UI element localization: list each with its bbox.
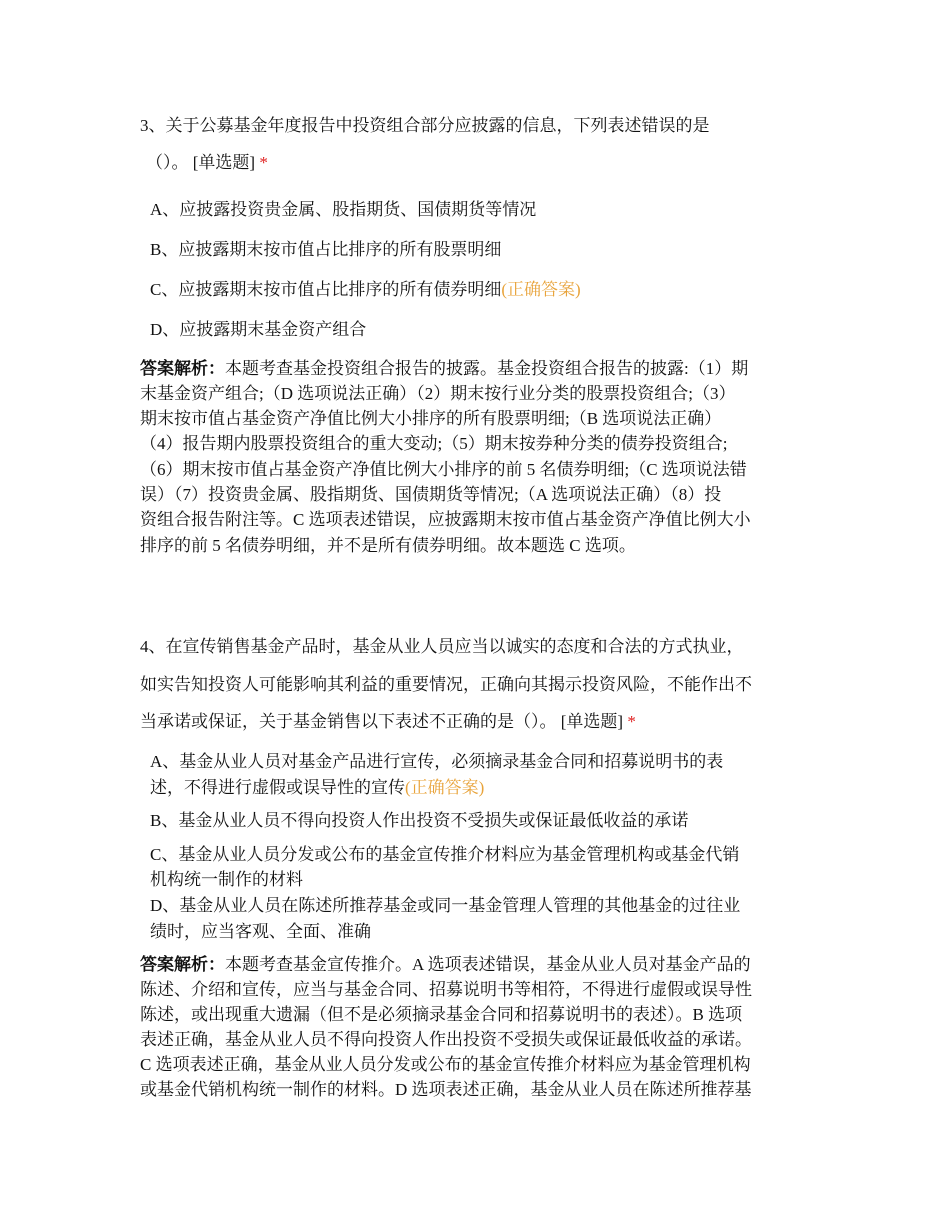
q4-option-a-line — [150, 777, 484, 799]
q4-option-d-line: 绩时，应当客观、全面、准确 — [150, 922, 371, 941]
q4-explanation-line: 陈述、介绍和宣传，应当与基金合同、招募说明书等相符，不得进行虚假或误导性 — [140, 980, 752, 999]
explanation-label: 答案解析： — [140, 359, 225, 378]
q4-title-line-3 — [140, 711, 636, 733]
q4-explanation-line: 表述正确，基金从业人员不得向投资人作出投资不受损失或保证最低收益的承诺。 — [140, 1030, 752, 1049]
q4-option-a-line: A、基金从业人员对基金产品进行宣传，必须摘录基金合同和招募说明书的表 — [150, 752, 724, 771]
q3-option-c[interactable] — [150, 279, 581, 301]
q4-title-text: 当承诺或保证，关于基金销售以下表述不正确的是（）。 [单选题] — [140, 712, 624, 731]
q3-explanation-line: 排序的前 5 名债券明细，并不是所有债券明细。故本题选 C 选项。 — [140, 536, 636, 555]
q3-explanation-line: 资组合报告附注等。C 选项表述错误，应披露期末按市值占基金资产净值比例大小 — [140, 510, 751, 529]
q3-explanation-line: 期末按市值占基金资产净值比例大小排序的所有股票明细;（B 选项说法正确） — [140, 409, 722, 428]
q3-explanation-line: （6）期末按市值占基金资产净值比例大小排序的前 5 名债券明细;（C 选项说法错 — [140, 460, 747, 479]
q3-option-a[interactable]: A、应披露投资贵金属、股指期货、国债期货等情况 — [150, 200, 537, 219]
q4-option-a-text: 述，不得进行虚假或误导性的宣传 — [150, 778, 405, 797]
q3-explanation-line: （4）报告期内股票投资组合的重大变动;（5）期末按券种分类的债券投资组合; — [140, 434, 728, 453]
q3-title-line-2 — [146, 152, 268, 174]
q4-option-c-line: 机构统一制作的材料 — [150, 870, 303, 889]
q3-explanation-line: 误）（7）投资贵金属、股指期货、国债期货等情况;（A 选项说法正确）（8）投 — [140, 485, 722, 504]
correct-answer-tag: (正确答案) — [501, 280, 581, 299]
q3-explanation-line: 末基金资产组合;（D 选项说法正确）（2）期末按行业分类的股票投资组合;（3） — [140, 384, 736, 403]
q4-explanation-line: 陈述，或出现重大遗漏（但不是必须摘录基金合同和招募说明书的表述）。B 选项 — [140, 1005, 743, 1024]
explanation-text: 本题考查基金投资组合报告的披露。基金投资组合报告的披露:（1）期 — [225, 359, 749, 378]
q3-title-line-1: 3、关于公募基金年度报告中投资组合部分应披露的信息，下列表述错误的是 — [140, 116, 710, 135]
q4-title-line-2: 如实告知投资人可能影响其利益的重要情况，正确向其揭示投资风险，不能作出不 — [140, 675, 752, 694]
q3-option-c-text: C、应披露期末按市值占比排序的所有债券明细 — [150, 280, 502, 299]
q3-title-text: （）。 [单选题] — [146, 153, 256, 172]
q4-explanation-line: C 选项表述正确，基金从业人员分发或公布的基金宣传推介材料应为基金管理机构 — [140, 1055, 751, 1074]
explanation-text: 本题考查基金宣传推介。A 选项表述错误，基金从业人员对基金产品的 — [225, 955, 751, 974]
q4-explanation-line — [140, 954, 751, 976]
q4-explanation-line: 或基金代销机构统一制作的材料。D 选项表述正确，基金从业人员在陈述所推荐基 — [140, 1080, 752, 1099]
explanation-label: 答案解析： — [140, 955, 225, 974]
q4-option-d-line: D、基金从业人员在陈述所推荐基金或同一基金管理人管理的其他基金的过往业 — [150, 896, 741, 915]
q3-option-d[interactable]: D、应披露期末基金资产组合 — [150, 320, 367, 339]
correct-answer-tag: (正确答案) — [405, 778, 485, 797]
q4-option-b[interactable]: B、基金从业人员不得向投资人作出投资不受损失或保证最低收益的承诺 — [150, 811, 689, 830]
q4-title-line-1: 4、在宣传销售基金产品时，基金从业人员应当以诚实的态度和合法的方式执业， — [140, 637, 744, 656]
required-mark: * — [259, 153, 268, 172]
required-mark: * — [627, 712, 636, 731]
q3-explanation-line — [140, 358, 748, 380]
q4-option-c-line: C、基金从业人员分发或公布的基金宣传推介材料应为基金管理机构或基金代销 — [150, 845, 740, 864]
q3-option-b[interactable]: B、应披露期末按市值占比排序的所有股票明细 — [150, 240, 502, 259]
